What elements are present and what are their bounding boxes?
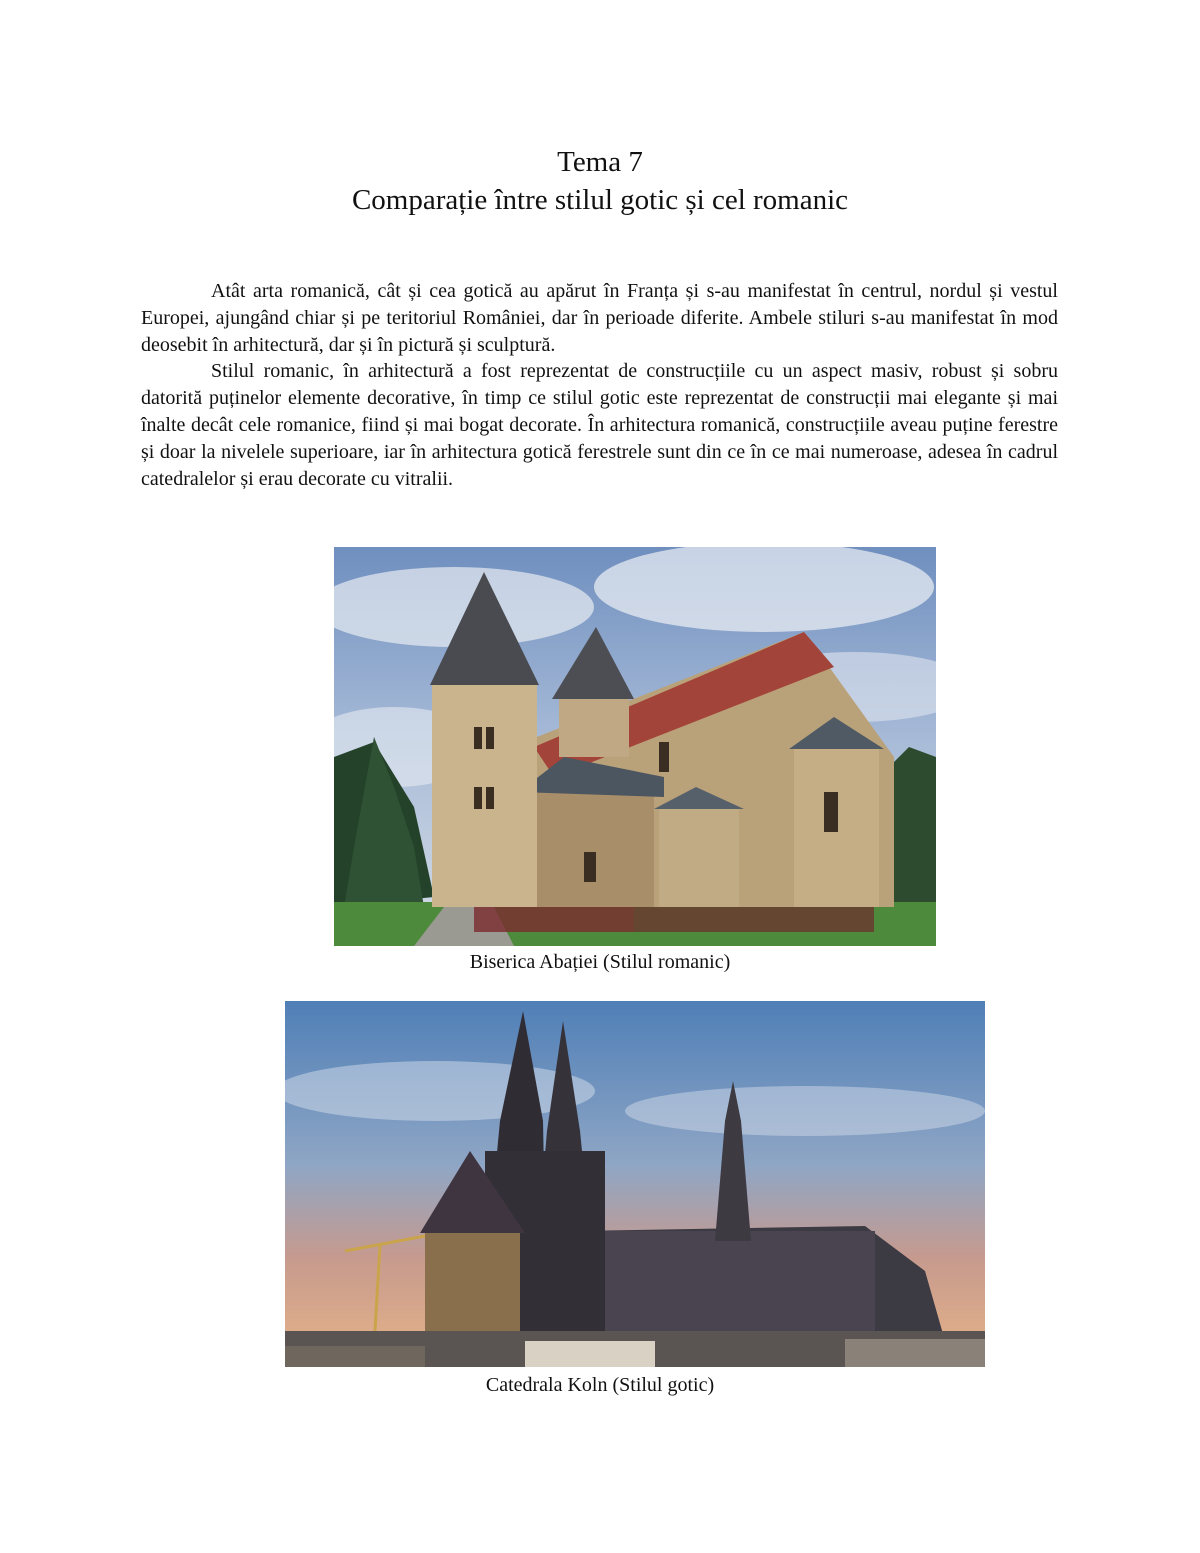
paragraph-1: Atât arta romanică, cât și cea gotică au apărut în Franța și s-au manifestat în centrul, nordul și vestul Europei, ajungând chiar și pe teritoriul României, dar în perioade diferite. Ambele stiluri s-au manifestat în mod deosebit în arhitectură, dar și în pictură și sculptură. [141,280,1058,356]
title-block [0,143,1200,219]
gothic-cathedral-photo [285,1001,985,1367]
figure-caption-gothic: Catedrala Koln (Stilul gotic) [485,1374,715,1396]
figure-caption-romanesque: Biserica Abației (Stilul romanic) [469,951,731,973]
body-text [141,278,1058,492]
page-title-number: Tema 7 [557,146,643,178]
paragraph-2: Stilul romanic, în arhitectură a fost reprezentat de construcțiile cu un aspect masiv, robust și sobru datorită puținelor elemente decorative, în timp ce stilul gotic este reprezentat de construcții mai elegante și mai înalte decât cele romanice, fiind și mai bogat decorate. În arhitectura romanică, construcțiile aveau puține ferestre și doar la nivelele superioare, iar în arhitectura gotică ferestrele sunt din ce în ce mai numeroase, adesea în cadrul catedralelor și erau decorate cu vitralii. [141,360,1058,490]
romanesque-church-photo [334,547,936,946]
page-title: Comparație între stilul gotic și cel romanic [351,184,849,216]
